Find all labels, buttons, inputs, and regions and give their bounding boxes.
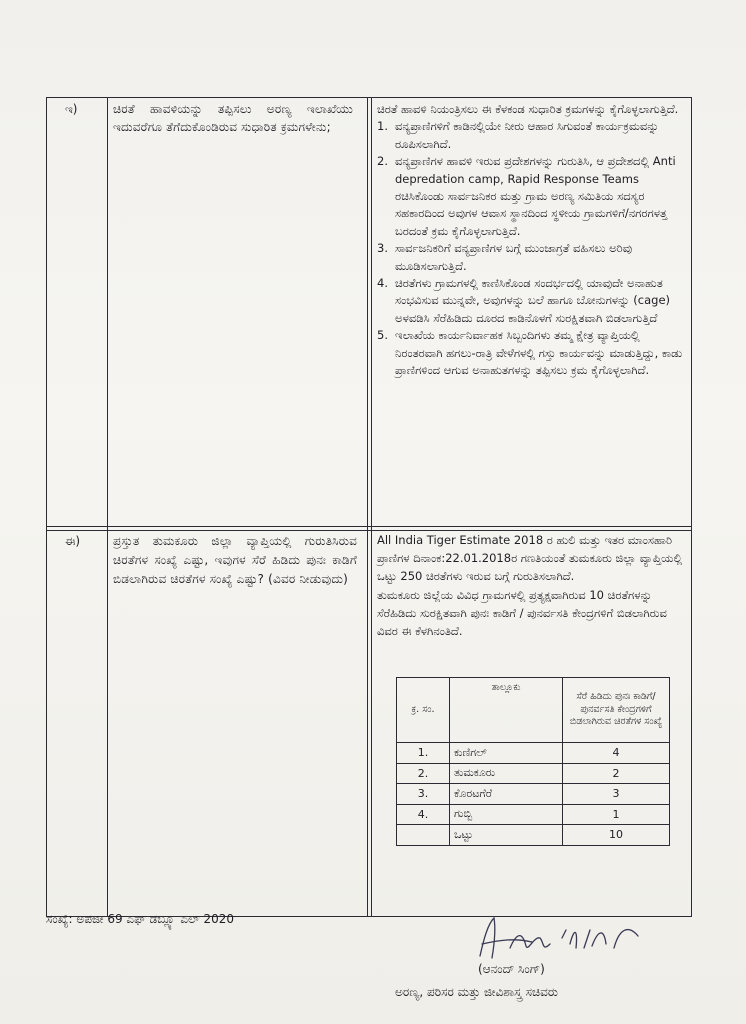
item-text: ವನ್ಯಪ್ರಾಣಿಗಳಿಗೆ ಕಾಡಿನಲ್ಲಿಯೇ ನೀರು ಆಹಾರ ಸಿಗುವಂತೆ ಕಾರ್ಯಕ್ರಮವನ್ನು ರೂಪಿಸಲಾಗಿದೆ. [395, 119, 659, 151]
item-text: ಇಲಾಖೆಯ ಕಾರ್ಯನಿರ್ವಾಹಕ ಸಿಬ್ಬಂದಿಗಳು ತಮ್ಮ ಕ್ಷೇತ್ರ ವ್ಯಾಪ್ತಿಯಲ್ಲಿ ನಿರಂತರವಾಗಿ ಹಗಲು-ರಾತ್ರಿ ವೇಳೆಗಳಲ್ಲಿ ಗಸ್ತು ಕಾರ್ಯವನ್ನು ಮಾಡುತ್ತಿದ್ದು, ಕಾಡು ಪ್ರಾಣಿಗಳಿಂದ ಆಗುವ ಅನಾಹುತಗಳನ್ನು ತಪ್ಪಿಸಲು ಕ್ರಮ ಕೈಗೊಳ್ಳಲಾಗಿದೆ. [395, 328, 683, 378]
item-number: 3. [377, 241, 388, 256]
table-cell: 3. [397, 784, 450, 805]
item-text: ವನ್ಯಪ್ರಾಣಿಗಳ ಹಾವಳಿ ಇರುವ ಪ್ರದೇಶಗಳನ್ನು ಗುರುತಿಸಿ, ಆ ಪ್ರದೇಶದಲ್ಲಿ Anti depredation camp, Rapid Response Teams ರಚಿಸಿಕೊಂಡು ಸಾರ್ವಜನಿಕರ ಮತ್ತು ಗ್ರಾಮ ಅರಣ್ಯ ಸಮಿತಿಯ ಸದಸ್ಯರ ಸಹಕಾರದಿಂದ ಅವುಗಳ ಆವಾಸ ಸ್ಥಾನದಿಂದ ಸ್ಥಳೀಯ ಗ್ರಾಮಗಳಿಗೆ/ನಗರಗಳತ್ತ ಬರದಂತೆ ಕ್ರಮ ಕೈಗೊಳ್ಳಲಾಗುತ್ತಿದೆ. [395, 154, 676, 238]
table-cell: ಕುಣಿಗಲ್ [450, 743, 563, 764]
item-text: ಚಿರತೆಗಳು ಗ್ರಾಮಗಳಲ್ಲಿ ಕಾಣಿಸಿಕೊಂಡ ಸಂದರ್ಭದಲ್ಲಿ ಯಾವುದೇ ಅನಾಹುತ ಸಂಭವಿಸುವ ಮುನ್ನವೇ, ಅವುಗಳನ್ನು ಬಲೆ ಹಾಗೂ ಬೋನುಗಳನ್ನು (cage) ಅಳವಡಿಸಿ ಸೆರೆಹಿಡಿದು ದೂರದ ಕಾಡಿನೊಳಗೆ ಸುರಕ್ಷಿತವಾಗಿ ಬಿಡಲಾಗುತ್ತಿದೆ [395, 276, 671, 325]
signatory-designation: ಅರಣ್ಯ, ಪರಿಸರ ಮತ್ತು ಜೀವಿಶಾಸ್ತ್ರ ಸಚಿವರು [395, 985, 558, 999]
answer-item [377, 275, 683, 327]
column-header: ಸೆರೆ ಹಿಡಿದು ಪುನಃ ಕಾಡಿಗೆ/ಪುನರ್ವಸತಿ ಕೇಂದ್ರಗಳಿಗೆ ಬಿಡಲಾಗಿರುವ ಚಿರತೆಗಳ ಸಂಖ್ಯೆ [563, 678, 670, 743]
answer-block [377, 531, 683, 640]
answer-item [377, 240, 683, 275]
table-total-row [397, 825, 670, 846]
table-row [397, 804, 670, 825]
answer-item [377, 118, 683, 153]
column-header: ತಾಲ್ಲೂಕು [450, 678, 563, 743]
table-cell: ಗುಬ್ಬಿ [450, 804, 563, 825]
column-header: ಕ್ರ. ಸಂ. [397, 678, 450, 743]
row-label: ಈ) [65, 534, 81, 548]
signature [470, 908, 650, 968]
table-cell: ತುಮಕೂರು [450, 763, 563, 784]
answer-item [377, 153, 683, 240]
table-cell: 1 [563, 804, 670, 825]
item-number: 5. [377, 328, 388, 343]
answer-intro: ಚಿರತೆ ಹಾವಳಿ ನಿಯಂತ್ರಿಸಲು ಈ ಕೆಳಕಂಡ ಸುಧಾರಿತ ಕ್ರಮಗಳನ್ನು ಕೈಗೊಳ್ಳಲಾಗುತ್ತಿದೆ. [377, 102, 679, 116]
table-cell: 2. [397, 763, 450, 784]
total-value: 10 [563, 825, 670, 846]
table-cell: 2 [563, 763, 670, 784]
table-cell: 4 [563, 743, 670, 764]
table-row [397, 784, 670, 805]
question-text: ಚಿರತೆ ಹಾವಳಿಯನ್ನು ತಪ್ಪಿಸಲು ಅರಣ್ಯ ಇಲಾಖೆಯು ಇದುವರೆಗೂ ತೆಗೆದುಕೊಂಡಿರುವ ಸುಧಾರಿತ ಕ್ರಮಗಳೇನು; [113, 102, 353, 134]
table-cell: ಕೊರಟಗೆರೆ [450, 784, 563, 805]
table-cell: 3 [563, 784, 670, 805]
table-cell: 1. [397, 743, 450, 764]
table-cell: 4. [397, 804, 450, 825]
reference-number: ಸಂಖ್ಯೆ: ಅಪಜೀ 69 ಎಫ್‌ ಡಬ್ಲ್ಯೂ ಎಲ್‌ 2020 [46, 912, 235, 926]
total-label: ಒಟ್ಟು [450, 825, 563, 846]
question-text: ಪ್ರಸ್ತುತ ತುಮಕೂರು ಜಿಲ್ಲಾ ವ್ಯಾಪ್ತಿಯಲ್ಲಿ ಗುರುತಿಸಿರುವ ಚಿರತೆಗಳ ಸಂಖ್ಯೆ ಎಷ್ಟು, ಇವುಗಳ ಸೆರೆ ಹಿಡಿದು ಪುನಃ ಕಾಡಿಗೆ ಬಿಡಲಾಗಿರುವ ಚಿರತೆಗಳ ಸಂಖ್ಯೆ ಎಷ್ಟು? (ವಿವರ ನೀಡುವುದು) [113, 534, 357, 586]
answer-list [377, 118, 683, 379]
table-row [397, 743, 670, 764]
signatory-name: (ಆನಂದ್‌ ಸಿಂಗ್‌) [478, 962, 545, 976]
answer-item [377, 327, 683, 379]
answer-paragraph: All India Tiger Estimate 2018 ರ ಹುಲಿ ಮತ್ತು ಇತರ ಮಾಂಸಹಾರಿ ಪ್ರಾಣಿಗಳ ದಿನಾಂಕ:22.01.2018ರ ಗಣತಿಯಂತೆ ತುಮಕೂರು ಜಿಲ್ಲಾ ವ್ಯಾಪ್ತಿಯಲ್ಲಿ ಒಟ್ಟು 250 ಚಿರತೆಗಳು ಇರುವ ಬಗ್ಗೆ ಗುರುತಿಸಲಾಗಿದೆ. [377, 533, 683, 584]
item-number: 2. [377, 154, 388, 169]
item-text: ಸಾರ್ವಜನಿಕರಿಗೆ ವನ್ಯಪ್ರಾಣಿಗಳ ಬಗ್ಗೆ ಮುಂಜಾಗ್ರತೆ ವಹಿಸಲು ಅರಿವು ಮೂಡಿಸಲಾಗುತ್ತಿದೆ. [395, 241, 633, 273]
item-number: 4. [377, 276, 388, 291]
answer-block [377, 101, 683, 380]
item-number: 1. [377, 119, 388, 134]
row-label: ಇ) [65, 102, 78, 116]
answer-paragraph: ತುಮಕೂರು ಜಿಲ್ಲೆಯ ವಿವಿಧ ಗ್ರಾಮಗಳಲ್ಲಿ ಪ್ರತ್ಯಕ್ಷವಾಗಿರುವ 10 ಚಿರತೆಗಳನ್ನು ಸೆರೆಹಿಡಿದು ಸುರಕ್ಷಿತವಾಗಿ ಪುನಃ ಕಾಡಿಗೆ / ಪುನರ್ವಸತಿ ಕೇಂದ್ರಗಳಿಗೆ ಬಿಡಲಾಗಿರುವ ವಿವರ ಈ ಕೆಳಗಿನಂತಿದೆ. [377, 587, 667, 639]
leopard-count-table [396, 677, 670, 846]
table-row [397, 763, 670, 784]
